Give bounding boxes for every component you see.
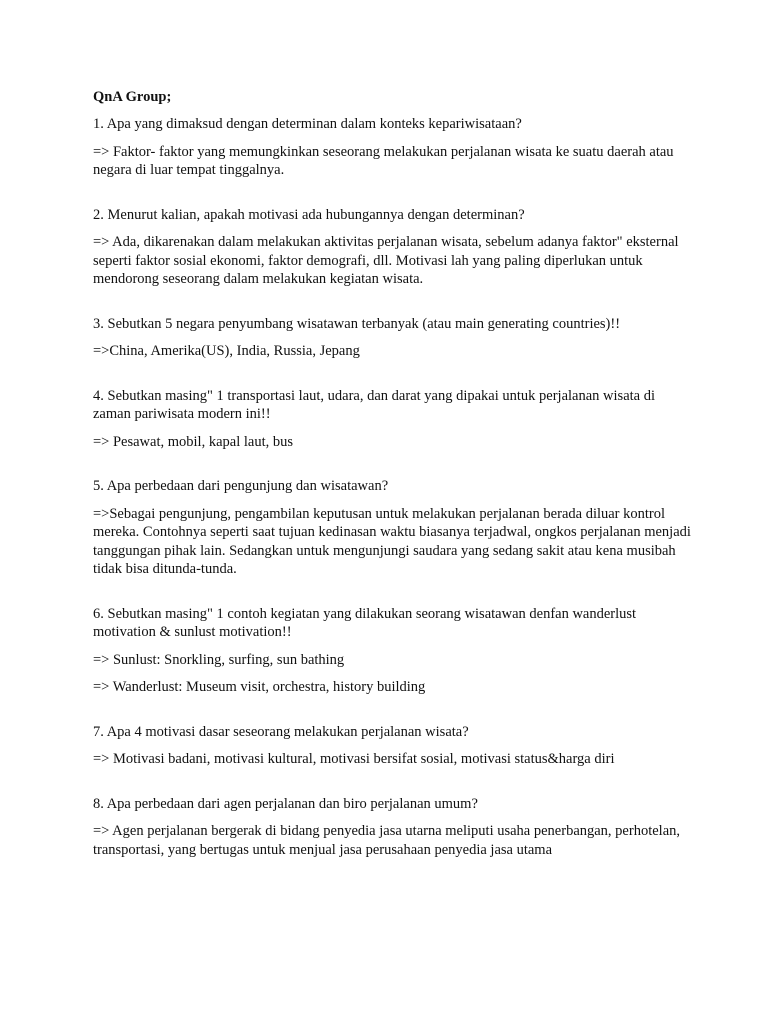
answer: =>Sebagai pengunjung, pengambilan keputusan untuk melakukan perjalanan berada diluar kontrol mereka. Contohnya seperti saat tujuan kedinasan waktu biasanya terjadwal, ongkos perjalanan menjadi tanggungan pihak lain. Sedangkan untuk mengunjungi saudara yang sedang sakit atau kena musibah tidak bisa ditunda-tunda. xyxy=(93,505,691,577)
answer: => Agen perjalanan bergerak di bidang penyedia jasa utarna meliputi usaha penerbangan, perhotelan, transportasi, yang bertugas untuk menjual jasa perusahaan penyedia jasa utama xyxy=(93,823,681,858)
qa-item-1 xyxy=(93,115,693,180)
question: 7. Apa 4 motivasi dasar seseorang melakukan perjalanan wisata? xyxy=(93,723,469,740)
answer: => Ada, dikarenakan dalam melakukan aktivitas perjalanan wisata, sebelum adanya faktor" eksternal seperti faktor sosial ekonomi, faktor demografi, dll. Motivasi lah yang paling diperlukan untuk mendorong seseorang dalam melakukan kegiatan wisata. xyxy=(93,234,679,287)
qa-item-6 xyxy=(93,605,693,697)
question: 3. Sebutkan 5 negara penyumbang wisatawan terbanyak (atau main generating countries)!! xyxy=(93,315,621,332)
qa-item-7 xyxy=(93,723,693,769)
question: 8. Apa perbedaan dari agen perjalanan dan biro perjalanan umum? xyxy=(93,795,478,812)
question: 6. Sebutkan masing" 1 contoh kegiatan yang dilakukan seorang wisatawan denfan wanderlust motivation & sunlust motivation!! xyxy=(93,605,637,640)
answer: => Pesawat, mobil, kapal laut, bus xyxy=(93,433,293,450)
answer: => Sunlust: Snorkling, surfing, sun bathing xyxy=(93,651,345,668)
answer: => Wanderlust: Museum visit, orchestra, history building xyxy=(93,679,426,695)
question: 5. Apa perbedaan dari pengunjung dan wisatawan? xyxy=(93,478,389,494)
qa-item-3 xyxy=(93,315,693,361)
qa-item-8 xyxy=(93,795,693,860)
question: 2. Menurut kalian, apakah motivasi ada hubungannya dengan determinan? xyxy=(93,206,525,223)
question: 1. Apa yang dimaksud dengan determinan dalam konteks kepariwisataan? xyxy=(93,116,522,132)
qa-item-4 xyxy=(93,387,693,452)
answer: =>China, Amerika(US), India, Russia, Jepang xyxy=(93,343,360,359)
answer: => Faktor- faktor yang memungkinkan seseorang melakukan perjalanan wisata ke suatu daerah atau negara di luar tempat tinggalnya. xyxy=(93,143,674,178)
document-content xyxy=(93,88,693,885)
qa-item-2 xyxy=(93,206,693,289)
qa-item-5 xyxy=(93,477,693,579)
answer: => Motivasi badani, motivasi kultural, motivasi bersifat sosial, motivasi status&harga diri xyxy=(93,751,615,767)
question: 4. Sebutkan masing" 1 transportasi laut, udara, dan darat yang dipakai untuk perjalanan wisata di zaman pariwisata modern ini!! xyxy=(93,387,655,422)
document-title: QnA Group; xyxy=(93,89,172,105)
